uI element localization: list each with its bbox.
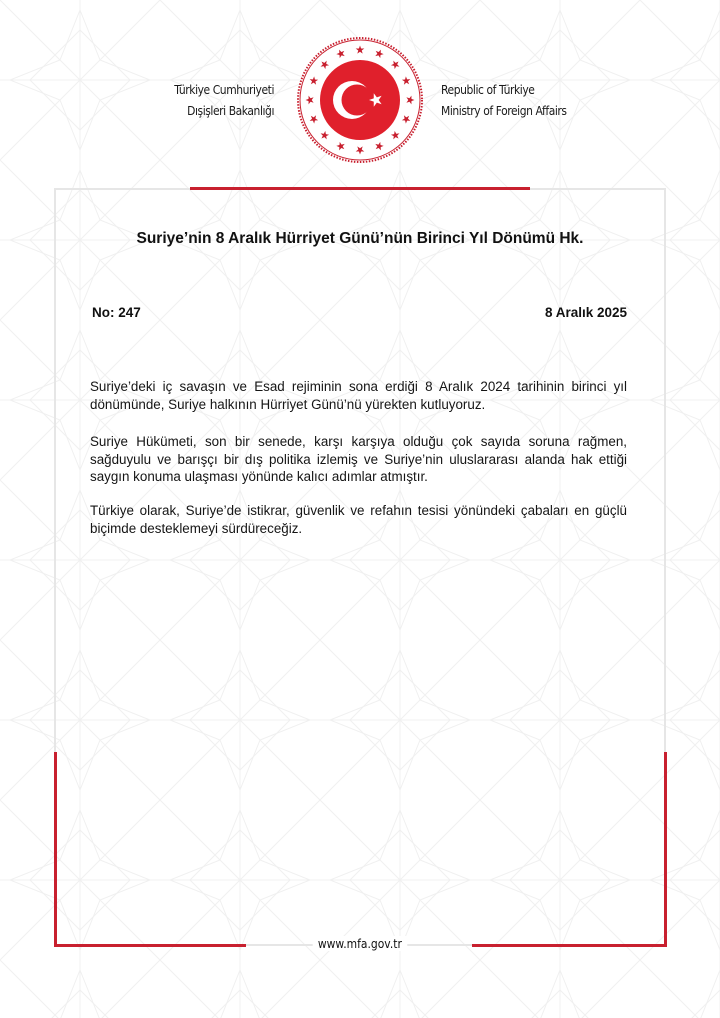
website-link[interactable]: www.mfa.gov.tr bbox=[313, 936, 407, 951]
paragraph-3: Türkiye olarak, Suriye’de istikrar, güvenlik ve refahın tesisi yönündeki çabaları en güçlü biçimde desteklemeyi sürdüreceğiz. bbox=[90, 503, 627, 536]
document-title: Suriye’nin 8 Aralık Hürriyet Günü’nün Birinci Yıl Dönümü Hk. bbox=[136, 230, 584, 247]
document-date: 8 Aralık 2025 bbox=[544, 305, 627, 320]
paragraph-2: Suriye Hükümeti, son bir senede, karşı karşıya olduğu çok sayıda soruna rağmen, sağduyulu ve barışçı bir dış politika izlemiş ve Suriye’nin uluslararası alanda hak ettiği saygın konuma ulaşması yönünde kalıcı adımlar atmıştır. bbox=[90, 434, 627, 484]
header-right-line-2: Ministry of Foreign Affairs bbox=[441, 103, 567, 118]
paragraph-1: Suriye’deki iç savaşın ve Esad rejiminin sona erdiği 8 Aralık 2024 tarihinin birinci yıl dönümünde, Suriye halkının Hürriyet Günü’nü yürekten kutluyoruz. bbox=[90, 379, 627, 412]
header-left-line-1: Türkiye Cumhuriyeti bbox=[174, 82, 274, 97]
footer bbox=[0, 936, 720, 951]
header-right-line-1: Republic of Türkiye bbox=[441, 82, 535, 97]
header-left-line-2: Dışişleri Bakanlığı bbox=[187, 103, 274, 118]
document-number: No: 247 bbox=[92, 305, 141, 320]
